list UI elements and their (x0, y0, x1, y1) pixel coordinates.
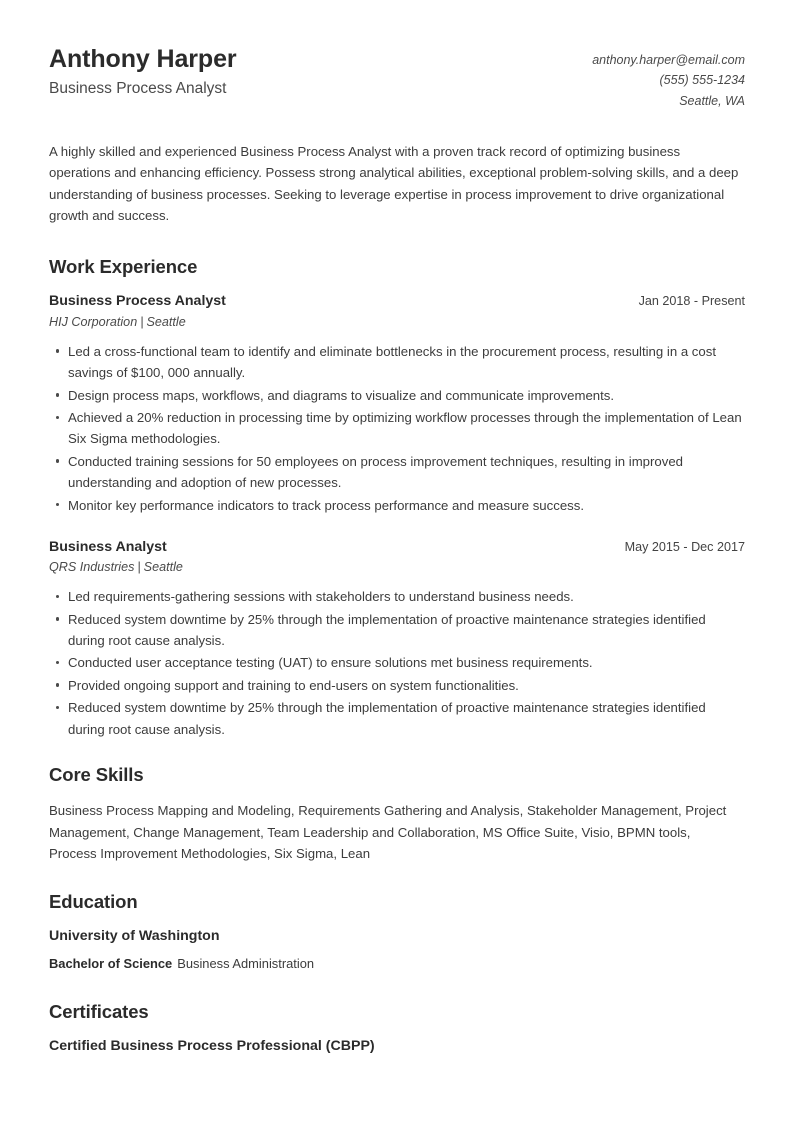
professional-summary: A highly skilled and experienced Business Process Analyst with a proven track record of optimizing business operations and enhancing efficiency. Possess strong analytical abilities, exceptional problem-solving skills, and a deep understanding of business processes. Seeking to leverage expertise in process improvement to drive organizational growth and success. (49, 143, 739, 223)
education-degree: Bachelor of Science (49, 955, 173, 971)
candidate-headline: Business Process Analyst (49, 79, 227, 97)
education-field: Business Administration (177, 955, 315, 971)
job-bullet: Led requirements-gathering sessions with stakeholders to understand business needs. (49, 586, 745, 607)
section-work-experience (49, 256, 745, 740)
job-bullet: Monitor key performance indicators to track process performance and measure success. (49, 495, 745, 516)
job-location: Seattle (146, 314, 186, 329)
job-title: Business Analyst (49, 538, 167, 555)
section-certificates (49, 1001, 745, 1056)
contact-phone[interactable]: (555) 555-1234 (659, 73, 745, 88)
candidate-name: Anthony Harper (49, 45, 237, 73)
job-meta (49, 314, 745, 331)
job-bullet: Reduced system downtime by 25% through the implementation of proactive maintenance strategies identified during root cause analysis. (49, 609, 745, 652)
job-bullet: Conducted training sessions for 50 employees on process improvement techniques, resulting in improved understanding and adoption of new processes. (49, 451, 745, 494)
job-bullet: Reduced system downtime by 25% through the implementation of proactive maintenance strategies identified during root cause analysis. (49, 697, 745, 740)
experience-entry (49, 292, 745, 515)
job-bullet: Design process maps, workflows, and diagrams to visualize and communicate improvements. (49, 385, 745, 406)
job-meta-separator: | (140, 314, 144, 329)
job-meta (49, 559, 745, 576)
job-dates: Jan 2018 - Present (638, 294, 745, 309)
job-company: HIJ Corporation (49, 314, 138, 329)
experience-entry-header (49, 292, 745, 310)
section-title-work-experience: Work Experience (49, 256, 198, 278)
education-degree-line (49, 955, 745, 973)
contact-location: Seattle, WA (679, 93, 745, 108)
contact-email[interactable]: anthony.harper@email.com (592, 53, 745, 67)
contact-block (592, 44, 745, 111)
job-bullet: Achieved a 20% reduction in processing time by optimizing workflow processes through the implementation of Lean Six Sigma methodologies. (49, 407, 745, 450)
job-bullet-list (49, 586, 745, 740)
education-school: University of Washington (49, 928, 220, 945)
job-bullet: Led a cross-functional team to identify and eliminate bottlenecks in the procurement process, resulting in a cost savings of $100, 000 annually. (49, 341, 745, 384)
job-bullet: Provided ongoing support and training to end-users on system functionalities. (49, 675, 745, 696)
education-entry (49, 927, 745, 973)
certificate-name: Certified Business Process Professional (CBPP) (49, 1038, 375, 1055)
certificate-entry (49, 1037, 745, 1055)
job-title: Business Process Analyst (49, 293, 226, 310)
experience-entry-header (49, 538, 745, 556)
skills-list: Business Process Mapping and Modeling, Requirements Gathering and Analysis, Stakeholder Management, Project Management, Change Management, Team Leadership and Collaboration, MS Office Suite, Visio, BPMN tools, Process Improvement Methodologies, Six Sigma, Lean (49, 803, 727, 861)
experience-entry (49, 538, 745, 740)
section-education (49, 891, 745, 973)
job-bullet: Conducted user acceptance testing (UAT) to ensure solutions met business requirements. (49, 652, 745, 673)
section-title-core-skills: Core Skills (49, 763, 144, 785)
identity-block (49, 44, 237, 98)
resume-header (49, 44, 745, 111)
job-meta-separator: | (137, 560, 141, 575)
section-title-certificates: Certificates (49, 1000, 149, 1022)
job-company: QRS Industries (49, 560, 135, 575)
section-title-education: Education (49, 891, 138, 913)
job-dates: May 2015 - Dec 2017 (624, 539, 745, 554)
section-core-skills (49, 764, 745, 864)
job-location: Seattle (143, 560, 183, 575)
job-bullet-list (49, 341, 745, 516)
